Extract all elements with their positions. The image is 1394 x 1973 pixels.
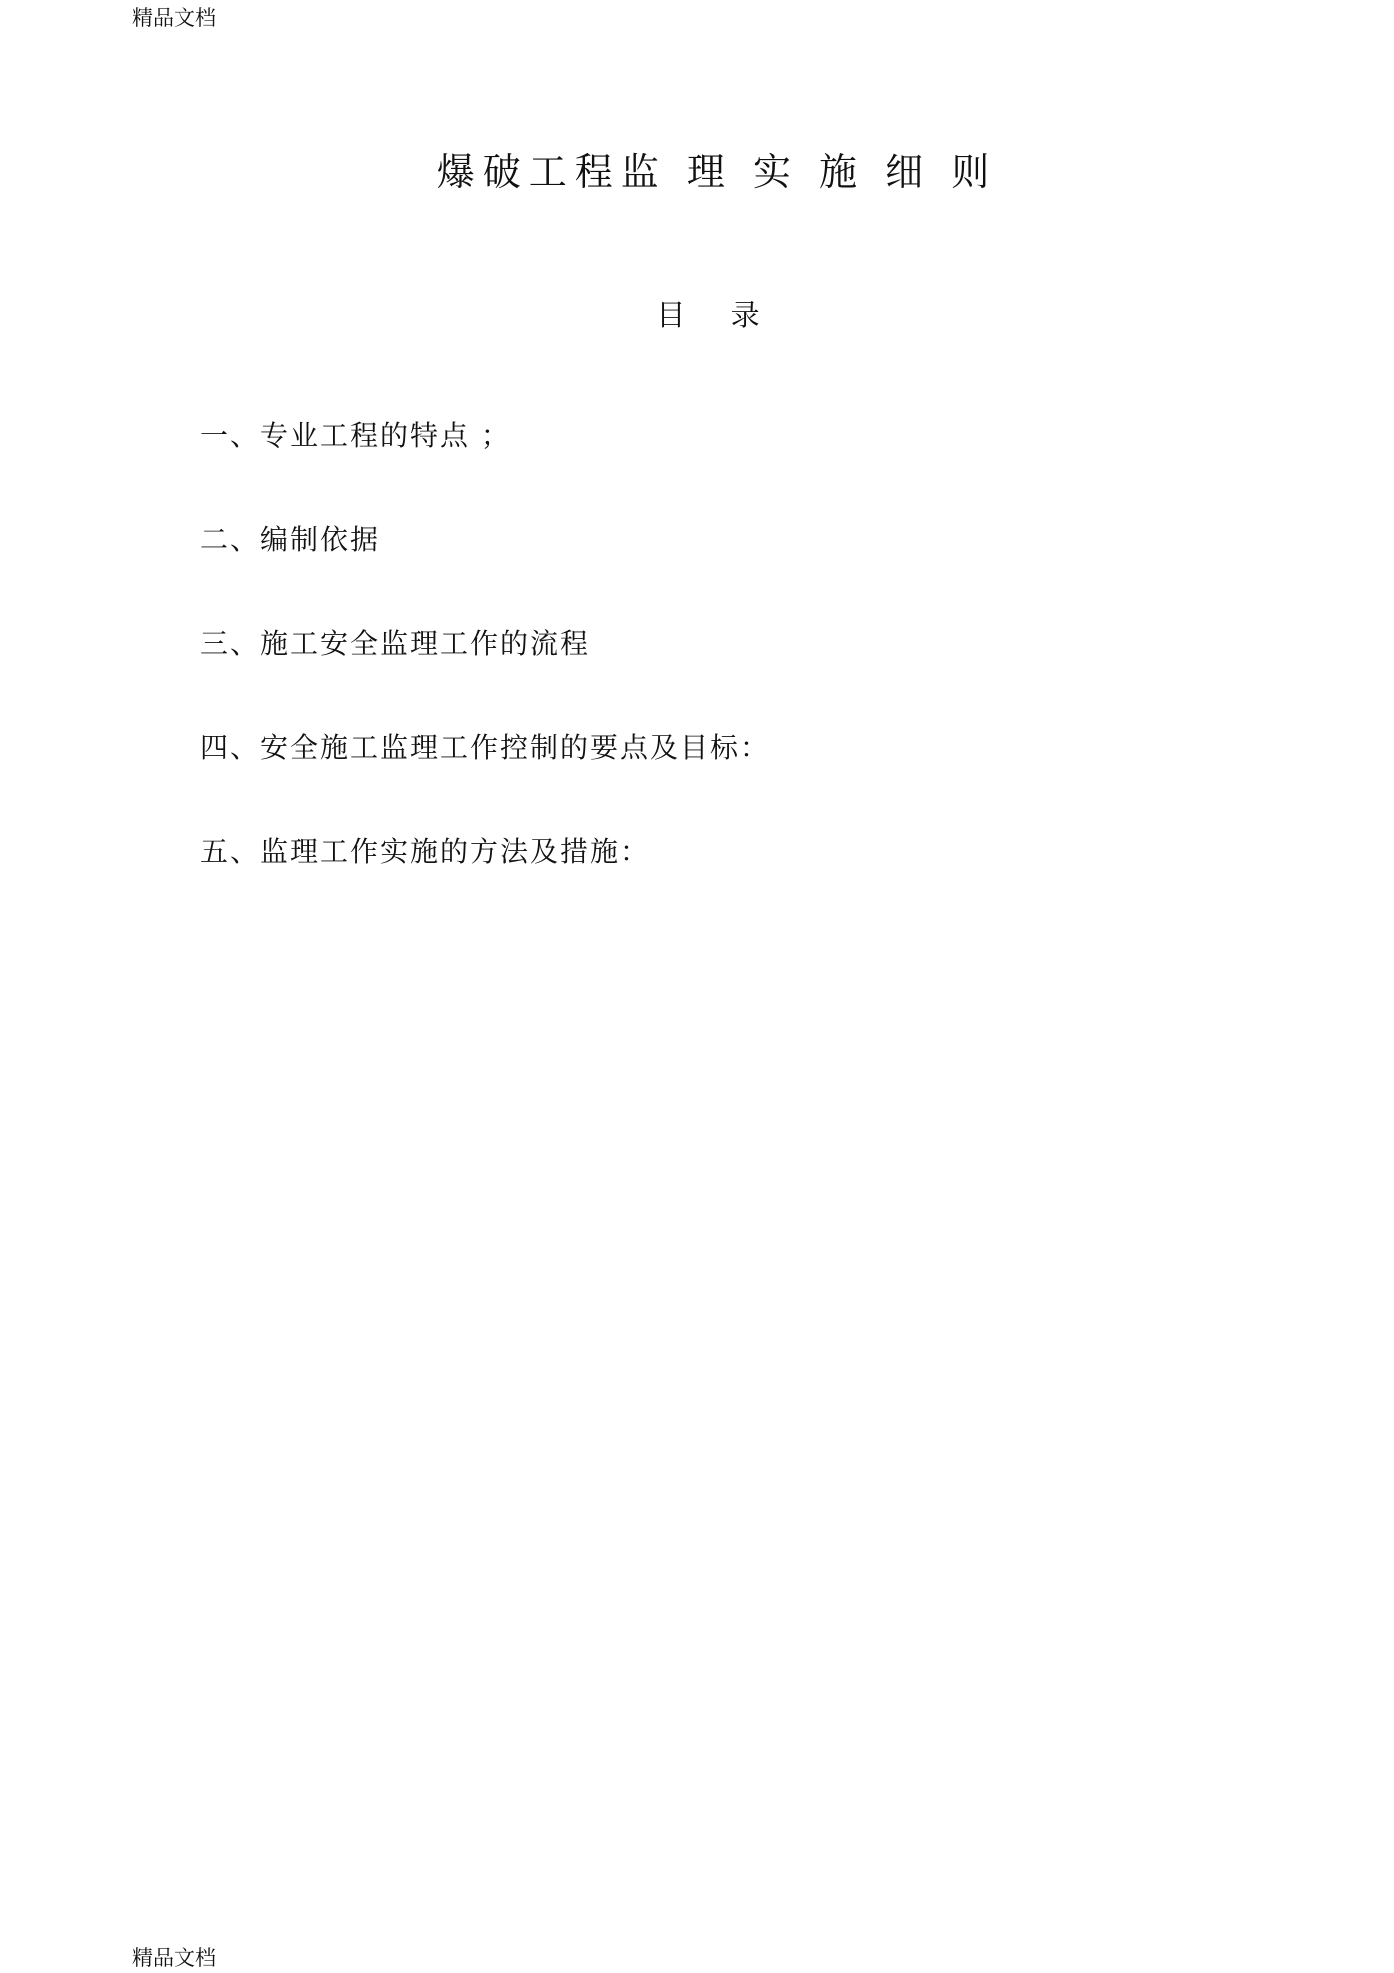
- page-footer: 精品文档: [132, 1946, 216, 1970]
- toc-heading: 目 录: [656, 298, 778, 332]
- document-title: 爆破工程监 理 实 施 细 则: [436, 150, 998, 194]
- toc-item: 一、专业工程的特点 ；: [200, 419, 511, 452]
- table-of-contents: [200, 418, 770, 938]
- toc-item: 二、编制依据: [200, 523, 381, 556]
- toc-item: 三、施工安全监理工作的流程: [200, 627, 591, 660]
- toc-item: 五、监理工作实施的方法及措施：: [200, 835, 651, 868]
- toc-item: 四、安全施工监理工作控制的要点及目标：: [200, 731, 771, 764]
- page-header: 精品文档: [132, 6, 216, 30]
